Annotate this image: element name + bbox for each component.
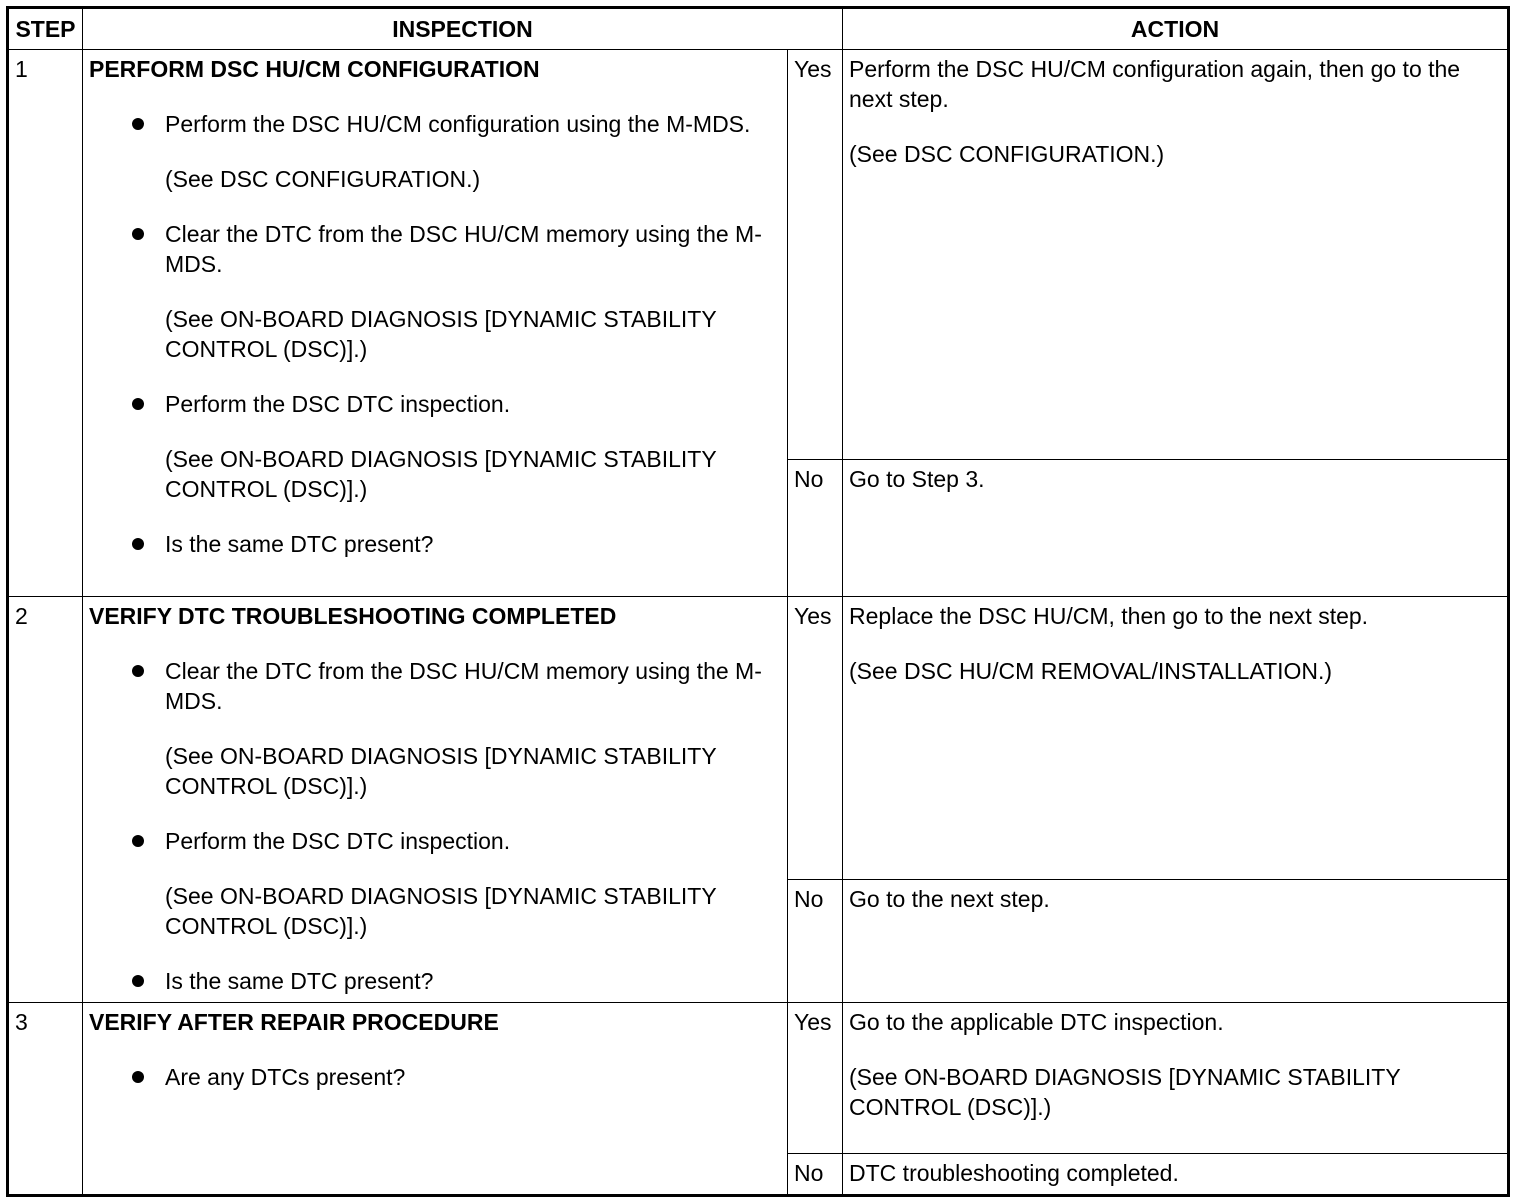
inspection-item: [89, 1062, 781, 1092]
action-text: Perform the DSC HU/CM configuration again, then go to the next step.: [849, 56, 1461, 112]
action-text: Go to Step 3.: [849, 466, 985, 492]
yes-action-cell: [843, 50, 1509, 460]
step-row-yes: [8, 1003, 1509, 1154]
yes-label: Yes: [788, 1003, 843, 1154]
bullet-icon: [132, 118, 144, 130]
no-action-cell: [843, 460, 1509, 597]
no-action-cell: [843, 880, 1509, 1003]
inspection-item: [89, 219, 781, 279]
action-reference: (See DSC CONFIGURATION.): [849, 141, 1165, 167]
yes-label: Yes: [788, 50, 843, 460]
inspection-item: [89, 826, 781, 856]
step-number: 3: [8, 1003, 83, 1196]
bullet-icon: [132, 398, 144, 410]
yes-action-cell: [843, 597, 1509, 880]
no-action-cell: [843, 1154, 1509, 1196]
action-text: Go to the applicable DTC inspection.: [849, 1009, 1224, 1035]
header-inspection: INSPECTION: [83, 8, 843, 50]
bullet-icon: [132, 665, 144, 677]
reference-text: (See ON-BOARD DIAGNOSIS [DYNAMIC STABILITY CONTROL (DSC)].): [165, 446, 717, 502]
inspection-text: Clear the DTC from the DSC HU/CM memory using the M-MDS.: [165, 658, 762, 714]
inspection-item: [89, 109, 781, 139]
step-title: PERFORM DSC HU/CM CONFIGURATION: [89, 56, 540, 82]
inspection-item: [89, 656, 781, 716]
yes-action-cell: [843, 1003, 1509, 1154]
inspection-text: Is the same DTC present?: [165, 531, 434, 557]
bullet-icon: [132, 228, 144, 240]
no-label: No: [788, 1154, 843, 1196]
inspection-item: [89, 389, 781, 419]
header-action: ACTION: [843, 8, 1509, 50]
troubleshooting-table: [6, 6, 1510, 1197]
action-text: DTC troubleshooting completed.: [849, 1160, 1179, 1186]
step-title: VERIFY DTC TROUBLESHOOTING COMPLETED: [89, 603, 617, 629]
inspection-cell: [83, 50, 788, 597]
inspection-item: [89, 966, 781, 996]
table-header-row: [8, 8, 1509, 50]
no-label: No: [788, 880, 843, 1003]
step-row-yes: [8, 50, 1509, 460]
action-text: Go to the next step.: [849, 886, 1050, 912]
inspection-text: Perform the DSC DTC inspection.: [165, 391, 511, 417]
step-number: 1: [8, 50, 83, 597]
reference-text: (See ON-BOARD DIAGNOSIS [DYNAMIC STABILITY CONTROL (DSC)].): [165, 306, 717, 362]
inspection-text: Is the same DTC present?: [165, 968, 434, 994]
inspection-cell: [83, 1003, 788, 1196]
reference-text: (See DSC CONFIGURATION.): [165, 166, 481, 192]
inspection-text: Are any DTCs present?: [165, 1064, 406, 1090]
inspection-cell: [83, 597, 788, 1003]
reference-text: (See ON-BOARD DIAGNOSIS [DYNAMIC STABILITY CONTROL (DSC)].): [165, 743, 717, 799]
step-row-yes: [8, 597, 1509, 880]
yes-label: Yes: [788, 597, 843, 880]
inspection-text: Perform the DSC DTC inspection.: [165, 828, 511, 854]
reference-text: (See ON-BOARD DIAGNOSIS [DYNAMIC STABILITY CONTROL (DSC)].): [165, 883, 717, 939]
bullet-icon: [132, 1071, 144, 1083]
bullet-icon: [132, 975, 144, 987]
step-number: 2: [8, 597, 83, 1003]
action-reference: (See ON-BOARD DIAGNOSIS [DYNAMIC STABILITY CONTROL (DSC)].): [849, 1064, 1401, 1120]
header-step: STEP: [8, 8, 83, 50]
no-label: No: [788, 460, 843, 597]
bullet-icon: [132, 538, 144, 550]
bullet-icon: [132, 835, 144, 847]
step-title: VERIFY AFTER REPAIR PROCEDURE: [89, 1009, 499, 1035]
action-text: Replace the DSC HU/CM, then go to the next step.: [849, 603, 1369, 629]
inspection-text: Clear the DTC from the DSC HU/CM memory using the M-MDS.: [165, 221, 762, 277]
action-reference: (See DSC HU/CM REMOVAL/INSTALLATION.): [849, 658, 1333, 684]
inspection-item: [89, 529, 781, 559]
inspection-text: Perform the DSC HU/CM configuration using the M-MDS.: [165, 111, 751, 137]
